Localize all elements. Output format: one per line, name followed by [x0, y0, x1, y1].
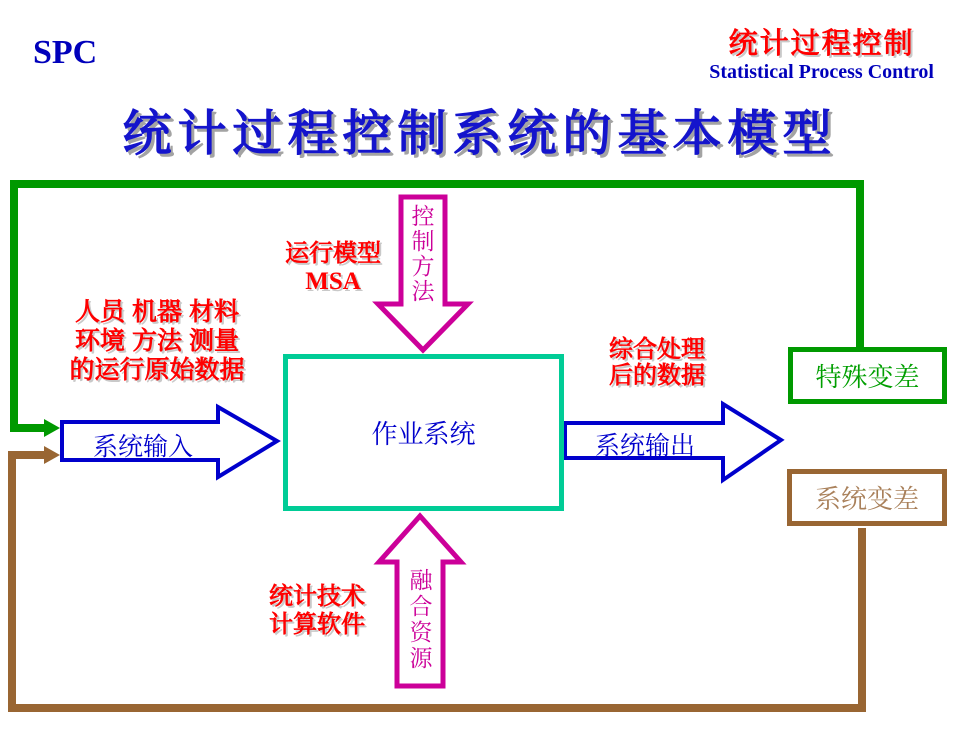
outputs-note: [596, 337, 718, 389]
spc-logo: SPC: [33, 34, 98, 71]
special-variation-box: 特殊变差: [788, 347, 947, 404]
header-title-english: Statistical Process Control: [709, 61, 934, 83]
stat-tech-line1: 统计技术: [269, 583, 365, 610]
control-method-label: 控制方法: [411, 203, 435, 304]
system-variation-box: 系统变差: [787, 469, 947, 526]
run-model-note: [268, 240, 398, 296]
inputs-note: [46, 298, 268, 385]
inputs-note-line1: 人员 机器 材料: [75, 298, 239, 326]
operation-system-box: 作业系统: [283, 354, 564, 511]
outputs-note-line1: 综合处理: [609, 336, 705, 363]
inputs-note-line2: 环境 方法 测量: [75, 327, 239, 355]
msa-line: MSA: [305, 268, 361, 295]
green-arrowhead-icon: [44, 419, 60, 437]
header-right: [709, 28, 934, 84]
outputs-note-line2: 后的数据: [609, 362, 705, 389]
run-model-line: 运行模型: [285, 240, 381, 267]
slide-title: 统计过程控制系统的基本模型: [122, 107, 838, 161]
header-title-chinese: 统计过程控制: [728, 28, 915, 60]
stat-tech-line2: 计算软件: [269, 611, 365, 638]
inputs-note-line3: 的运行原始数据: [69, 356, 245, 384]
merge-resource-label: 融合资源: [409, 567, 433, 671]
system-input-label: 系统输入: [92, 433, 193, 461]
brown-arrowhead-icon: [44, 446, 60, 464]
system-output-label: 系统输出: [594, 432, 695, 460]
stat-tech-note: [256, 583, 378, 639]
